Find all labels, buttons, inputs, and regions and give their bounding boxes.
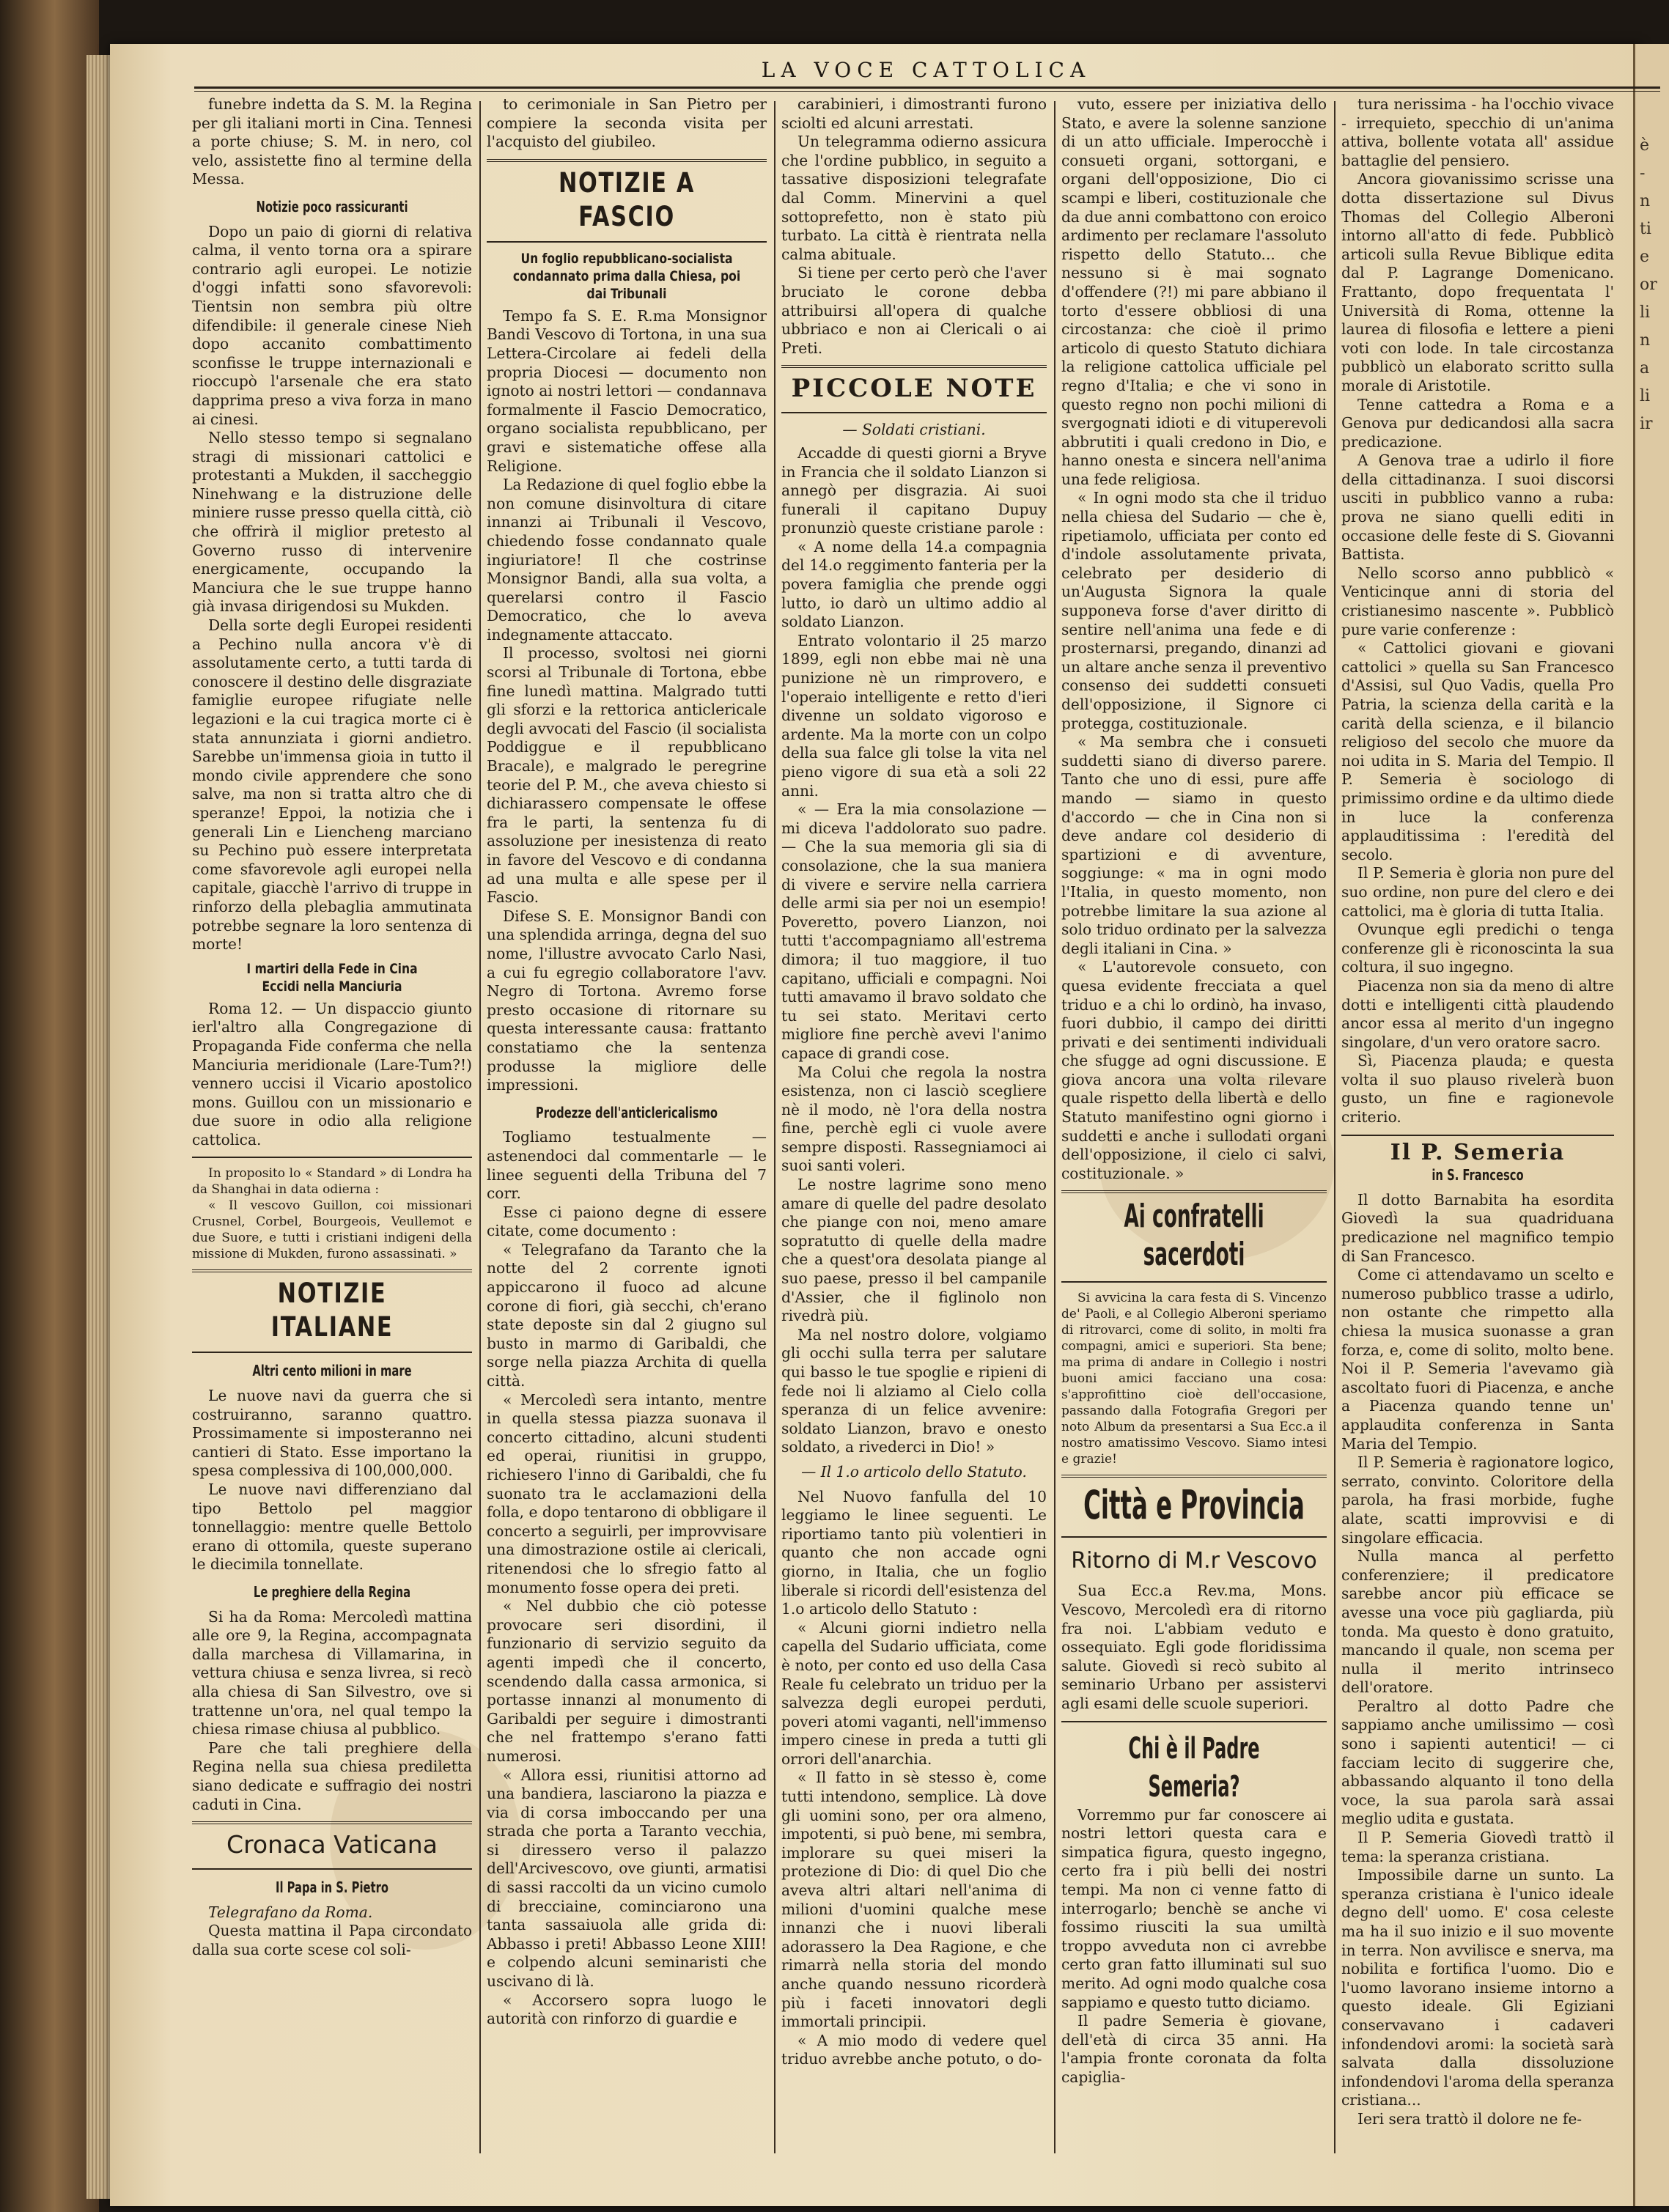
column-separator bbox=[1334, 101, 1335, 2153]
paragraph: « — Era la mia consolazione — mi diceva l'addolorato suo padre. — Che la sua memoria gli sia di consolazione, che la sua maniera di vivere e servire nella carriera delle armi sia per noi un esempio! Poveretto, povero Lianzon, noi tutti t'accompagniamo all'estrema dimora; il tuo maggiore, il tuo capitano, ufficiali e compagni. Noi tutti amavamo il bravo soldato che tu sei stato. Meritavi certo migliore fine perchè avevi l'animo capace di grandi cose. bbox=[781, 800, 1047, 1062]
paragraph: carabinieri, i dimostranti furono sciolti ed alcuni arrestati. bbox=[781, 95, 1047, 132]
paragraph: « Cattolici giovani e giovani cattolici » quella su San Francesco d'Assisi, sul Quo Vadis, quella Pro Patria, la scienza della carità e la carità della scienza, e il bilancio religioso del secolo che muore da noi udita in S. Maria del Tempio. Il P. Semeria è sociologo di primissimo ordine e da ultimo diede in luce la conferenza applauditissima : l'eredità del secolo. bbox=[1341, 639, 1614, 863]
section-title: Ai confratelli sacerdoti bbox=[1124, 1198, 1264, 1274]
paragraph: Nel Nuovo fanfulla del 10 leggiamo le linee seguenti. Le riportiamo tanto più volentieri in quanto che non accade ogni giorno, in Italia, che un foglio liberale si ricordi dell'esistenza del 1.o articolo dello Statuto : bbox=[781, 1487, 1047, 1618]
paragraph: Il P. Semeria è ragionatore logico, serrato, convinto. Coloritore della parola, ha frasi morbide, fughe alate, scatti improvvisi e di singolare efficacia. bbox=[1341, 1453, 1614, 1546]
paragraph: « Il vescovo Guillon, coi missionari Crusnel, Corbel, Bourgeois, Veullemot e due Suore, e tutti i cristiani indigeni della missione di Mukden, furono assassinati. » bbox=[192, 1198, 472, 1262]
paragraph: Il P. Semeria Giovedì trattò il tema: la speranza cristiana. bbox=[1341, 1829, 1614, 1865]
paragraph: vuto, essere per iniziativa dello Stato, e avere la solenne sanzione di un atto ufficiale. Imperocchè i consueti organi, sottorgani, e organi dell'opposizione, Dio ci scampi e liberi, costituzionale che da due anni combattono con eroico ardimento per reclamare l'assoluto rispetto dello Statuto... che nessuno si è mai sognato d'offendere (?!) mi pare abbiano il torto d'essere obbliosi di una circostanza: che cioè il primo articolo di questo Statuto dichiara la religione cattolica ufficiale pel regno d'Italia; e che vi sono in questo regno non pochi milioni di svergognati idioti e di vituperevoli abbrutiti i quali credono in Dio, e hanno onesta e sincera nell'anima una fede religiosa. bbox=[1061, 95, 1327, 488]
column-5 bbox=[1341, 95, 1614, 2155]
paragraph: Tenne cattedra a Roma e a Genova pur dedicandosi alla sacra predicazione. bbox=[1341, 395, 1614, 451]
paragraph: Si avvicina la cara festa di S. Vincenzo de' Paoli, e al Collegio Alberoni speriamo di ritrovarci, come di solito, in molti fra compagni, amici e superiori. Sta bene; ma prima di andare in Collegio i nostri buoni amici facciano una cosa: s'approfittino cioè dell'occasione, passando dalla Fotografia Gregori per noto Album da presentarsi a Sua Ecc.a il nostro amatissimo Vescovo. Siamo intesi e grazie! bbox=[1061, 1291, 1327, 1467]
column-1 bbox=[192, 95, 472, 2155]
paragraph: « In ogni modo sta che il triduo nella chiesa del Sudario — che è, ripetiamolo, ufficiata per conto ed d'indole assolutamente privata, celebrato per desiderio di un'Augusta Signora la quale supponeva forse d'aver diritto di sentire nell'anima una fede e di prosternarsi, pregando, dinanzi ad un altare anche senza il preventivo consenso dei suddetti consueti dell'opposizione, il Signore ci protegga, costituzionale. bbox=[1061, 489, 1327, 732]
paragraph: « Telegrafano da Taranto che la notte del 2 corrente ignoti appiccarono il fuoco ad alcune corone di fiori, già secchi, ch'erano state deposte sin dal 2 giugno sul busto in marmo di Garibaldi, che sorge nella piazza Archita di quella città. bbox=[487, 1240, 767, 1390]
paragraph: Ieri sera trattò il dolore ne fe- bbox=[1357, 2109, 1583, 2128]
section-title: PICCOLE NOTE bbox=[791, 374, 1037, 404]
rule bbox=[487, 159, 767, 162]
column-2 bbox=[487, 95, 767, 2155]
book-binding bbox=[0, 0, 99, 2212]
paragraph: « Mercoledì sera intanto, mentre in quella stessa piazza suonava il concerto cittadino, alcuni studenti ed operai, riunitisi in gruppo, richiesero l'inno di Garibaldi, che fu suonato tra le acclamazioni della folla, e dopo tentarono di obbligare il concerto a seguirli, per improvvisare una dimostrazione ostile ai clericali, ritenendosi che lo sfregio fatto al monumento fosse opera dei preti. bbox=[487, 1390, 767, 1596]
paragraph: « Nel dubbio che ciò potesse provocare seri disordini, il funzionario di servizio seguito da agenti impedì che il concerto, scendendo dalla cassa armonica, si portasse innanzi al monumento di Garibaldi per seguire i dimostranti che nel frattempo s'erano fatti numerosi. bbox=[487, 1597, 767, 1765]
rule bbox=[781, 412, 1047, 413]
headline: Notizie poco rassicuranti bbox=[256, 197, 408, 215]
paragraph: Piacenza non sia da meno di altre dotti e intelligenti città plaudendo ancor essa al merito d'un ingegno singolare, d'un vero oratore sacro. bbox=[1341, 976, 1614, 1051]
rule bbox=[1061, 1721, 1327, 1722]
paragraph: Peraltro al dotto Padre che sappiamo anche umilissimo — così sono i sapienti autentici! — ci facciam lecito di suggerire che, abbassando alquanto il tono della voce, la sua parola sarà assai meglio udita e gustata. bbox=[1341, 1697, 1614, 1828]
paragraph: Nulla manca al perfetto conferenziere; il predicatore sarebbe ancor più efficace se avesse una voce più gagliarda, più tonda. Ma questo è dono gratuito, mancando il quale, non scema per nulla il merito intrinseco dell'oratore. bbox=[1341, 1547, 1614, 1697]
paragraph: Le nuove navi da guerra che si costruiranno, saranno quattro. Prossimamente si imposteranno nei cantieri di Stato. Esse importano la spesa complessiva di 100,000,000. bbox=[192, 1387, 472, 1480]
paragraph: « L'autorevole consueto, con quesa evidente frecciata a quel triduo e a chi lo ordinò, ha invaso, fuori dubbio, il campo dei diritti privati e dei sentimenti individuali che sfugge ad ogni discussione. E giova ancora una volta rilevare quale rispetto della libertà e dello Statuto manifestino ogni giorno i suddetti e anche i sullodati organi dell'opposizione, il cielo ci salvi, costituzionale. » bbox=[1061, 958, 1327, 1182]
paragraph: Vorremmo pur far conoscere ai nostri lettori questa cara e simpatica figura, questo ingegno, certo fra i più belli dei nostri tempi. Ma non ci venne fatto di interrogarlo; benchè se anche vi fossimo riusciti la sua umiltà troppo avveduta non ci avrebbe certo gran fatto illuminati sul suo merito. Ad ogni modo qualche cosa sappiamo e questo tutto diciamo. bbox=[1061, 1805, 1327, 2011]
section-title: Cronaca Vaticana bbox=[226, 1830, 438, 1859]
headline: Il Papa in S. Pietro bbox=[275, 1879, 389, 1897]
paragraph: Sì, Piacenza plauda; e questa volta il suo plauso rivelerà buon gusto, un fine e ragionevole criterio. bbox=[1341, 1052, 1614, 1127]
paragraph: Un telegramma odierno assicura che l'ordine pubblico, in seguito a tassative disposizioni telegrafate dal Comm. Minervini a quel sottoprefetto, non è stato più turbato. La città è rientrata nella calma abituale. bbox=[781, 133, 1047, 263]
paragraph: « Il fatto in sè stesso è, come tutti intendono, semplice. Là dove gli uomini sono, per ora almeno, impotenti, si può bene, mi sembra, implorare su quei miseri la protezione di Dio: di quel Dio che aveva altri altari nell'anima di milioni d'uomini qualche mese innanzi che i nuovi liberali adorassero la Dea Ragione, e che rimarrà nella storia del mondo anche quando nessuno ricorderà più i faceti innovatori degli immortali principii. bbox=[781, 1769, 1047, 2031]
rule bbox=[1061, 1281, 1327, 1283]
page-header bbox=[198, 51, 1654, 88]
headline: in S. Francesco bbox=[1432, 1166, 1524, 1184]
paragraph: to cerimoniale in San Pietro per compiere la seconda visita per l'acquisto del giubileo. bbox=[487, 95, 767, 151]
rule bbox=[1061, 1536, 1327, 1538]
paragraph: Il dotto Barnabita ha esordita Giovedì la sua quadriduana predicazione nel magnifico tempio di San Francesco. bbox=[1341, 1190, 1614, 1265]
rule bbox=[487, 241, 767, 243]
paragraph: La Redazione di quel foglio ebbe la non comune disinvoltura di citare innanzi ai Tribunali il Vescovo, chiedendo fosse condannato quale ingiuriatore! Il che costrinse Monsignor Bandi, alla sua volta, a querelarsi contro il Fascio Democratico, che lo aveva indegnamente attaccato. bbox=[487, 476, 767, 644]
subhead: — Il 1.o articolo dello Statuto. bbox=[801, 1462, 1027, 1481]
paragraph: « Alcuni giorni indietro nella capella del Sudario ufficiata, come è noto, per conto ed uso della Casa Reale fu celebrato un triduo per la salvezza degli europei perduti, poveri atomi vaganti, nell'immenso impero cinese in preda a tutti gli orrori dell'anarchia. bbox=[781, 1618, 1047, 1768]
headline: Altri cento milioni in mare bbox=[252, 1362, 412, 1380]
header-rule bbox=[194, 86, 1660, 92]
paragraph: tura nerissima - ha l'occhio vivace - irrequieto, specchio di un'anima attiva, bollente votata all' assidue battaglie del pensiero. bbox=[1341, 95, 1614, 169]
paragraph: Il padre Semeria è giovane, dell'età di circa 35 anni. Ha l'ampia fronte coronata da folta capiglia- bbox=[1061, 2012, 1327, 2086]
rule bbox=[1061, 1475, 1327, 1478]
next-page-fragment: è - n ti e or li n a li ir bbox=[1640, 136, 1657, 433]
paragraph: Dopo un paio di giorni di relativa calma, il vento torna ora a spirare contrario agli europei. Le notizie d'oggi infatti sono sfavorevoli: Tientsin non sembra più oltre difendibile: il generale cinese Nieh dopo accanito combattimento sconfisse le truppe internazionali e rioccupò l'arsenale che era stato dapprima preso a viva forza in mano ai cinesi. bbox=[192, 222, 472, 428]
paragraph: Ancora giovanissimo scrisse una dotta dissertazione sul Divus Thomas del Collegio Alberoni intorno all'atto di fede. Pubblicò articoli sulla Revue Biblique edita dal P. Lagrange Domenicano. Frattanto, dopo frequentata l' Università di Roma, ottenne la laurea di filosofia e lettere a pieni voti con lode. In tale circostanza pubblicò un elaborato scritto sulla morale di Aristotile. bbox=[1341, 170, 1614, 394]
rule bbox=[192, 1269, 472, 1272]
paragraph: « Allora essi, riunitisi attorno ad una bandiera, lasciarono la piazza e via di corsa imboccando per una strada che porta a Taranto vecchia, si diressero verso il palazzo dell'Arcivescovo, ove giunti, armatisi di sassi raccolti da un vicino cumolo di brecciaine, cominciarono una tanta sassaiuola alle grida di: Abbasso i preti! Abbasso Leone XIII! e colpendo alcuni seminaristi che uscivano di là. bbox=[487, 1766, 767, 1991]
column-separator bbox=[774, 101, 775, 2153]
paragraph: Tempo fa S. E. R.ma Monsignor Bandi Vescovo di Tortona, in una sua Lettera-Circolare ai fedeli della propria Diocesi — documento non ignoto ai nostri lettori — condannava formalmente il Fascio Democratico, organo socialista repubblicano, per gravi e sistematiche offese alla Religione. bbox=[487, 306, 767, 475]
paragraph: Sua Ecc.a Rev.ma, Mons. Vescovo, Mercoledì era di ritorno fra noi. L'abbiam veduto e ossequiato. Egli gode floridissima salute. Giovedì si recò subito al seminario Urbano per assistervi agli esami delle scuole superiori. bbox=[1061, 1582, 1327, 1712]
column-3 bbox=[781, 95, 1047, 2155]
rule bbox=[192, 1868, 472, 1870]
paragraph: Difese S. E. Monsignor Bandi con una splendida arringa, degna del suo nome, l'illustre avvocato Carlo Nasi, a cui fu egregio collaboratore l'avv. Negro di Tortona. Avremo forse presto occasione di ritornare su questa interessante causa: frattanto constatiamo che la sentenza produsse la migliore delle impressioni. bbox=[487, 907, 767, 1094]
paragraph: « Accorsero sopra luogo le autorità con rinforzo di guardie e bbox=[487, 1991, 767, 2028]
paragraph: Entrato volontario il 25 marzo 1899, egli non ebbe mai nè una punizione nè un rimprovero, e l'operaio intelligente e retto d'ieri divenne un soldato vigoroso e ardente. Ma la morte con un colpo della sua falce gli tolse la vita nel pieno vigore di sua età a soli 22 anni. bbox=[781, 631, 1047, 800]
paragraph: In proposito lo « Standard » di Londra ha da Shanghai in data odierna : bbox=[192, 1166, 472, 1198]
paragraph: Si ha da Roma: Mercoledì mattina alle ore 9, la Regina, accompagnata dalla marchesa di Villamarina, in vettura chiusa e senza livrea, si recò alla chiesa di San Silvestro, ove si trattenne un'ora, nel qual tempo la chiesa rimase chiusa al pubblico. bbox=[192, 1607, 472, 1739]
column-separator bbox=[479, 101, 481, 2153]
paragraph: Esse ci paiono degne di essere citate, come documento : bbox=[487, 1203, 767, 1240]
rule bbox=[1341, 1135, 1614, 1136]
masthead: LA VOCE CATTOLICA bbox=[761, 57, 1091, 82]
headline: Chi è il Padre Semeria? bbox=[1128, 1731, 1260, 1804]
paragraph: Accadde di questi giorni a Bryve in Francia che il soldato Lianzon si annegò per disgrazia. Ai suoi funerali il capitano Dupuy pronunziò queste cristiane parole : bbox=[781, 443, 1047, 537]
headline: Le preghiere della Regina bbox=[253, 1583, 411, 1601]
paragraph: Come ci attendavamo un scelto e numeroso pubblico trasse a udirlo, non ostante che rimpetto alla chiesa la musica suonasse a gran forza, e, come di solito, molto bene. Noi il P. Semeria l'avevamo già ascoltato fuori di Piacenza, e anche a Piacenza quando tenne un' applaudita conferenza in Santa Maria del Tempio. bbox=[1341, 1266, 1614, 1453]
paragraph: Nello scorso anno pubblicò « Venticinque anni di storia del cristianesimo nascente ». Pubblicò pure varie conferenze : bbox=[1341, 564, 1614, 638]
paragraph: Ovunque egli predichi o tenga conferenze gli è riconoscinta la sua coltura, il suo ingegno. bbox=[1341, 921, 1614, 976]
paragraph: Pare che tali preghiere della Regina nella sua chiesa prediletta siano dedicate e suffragio dei nostri caduti in Cina. bbox=[192, 1739, 472, 1813]
paragraph: Il P. Semeria è gloria non pure del suo ordine, non pure del clero e dei cattolici, ma è gloria di tutta Italia. bbox=[1341, 864, 1614, 920]
paragraph: Le nostre lagrime sono meno amare di quelle del padre desolato che piange con noi, meno amare sopratutto di quelle della madre che a quest'ora desolata piange al suo paese, presso il bel campanile d'Assier, che il figlinolo non rivedrà più. bbox=[781, 1176, 1047, 1325]
headline: Un foglio repubblicano-socialista condannato prima dalla Chiesa, poi dai Tribunali bbox=[512, 250, 741, 302]
paragraph: Della sorte degli Europei residenti a Pechino nulla ancora v'è di assolutamente certo, a tutti tarda di conoscere il destino delle disgraziate famiglie europee rifugiate nelle legazioni e la cui tragica morte ci è stata annunziata i giorni andietro. Sarebbe un'immensa gioia in tutto il mondo civile apprendere che sono salve, ma non si tratta altro che di speranze! Eppoi, la notizia che i generali Lin e Liencheng marciano su Pechino può essere interpretata come sfavorevole agli europei nella capitale, giacchè l'arrivo di truppe in rinforzo della plebaglia ammutinata potrebbe segnare la loro sentenza di morte! bbox=[192, 616, 472, 954]
subhead: — Soldati cristiani. bbox=[842, 421, 986, 439]
paragraph: Telegrafano da Roma. bbox=[208, 1903, 373, 1921]
section-title: Città e Provincia bbox=[1083, 1482, 1305, 1529]
section-title: NOTIZIE A FASCIO bbox=[559, 166, 695, 232]
paragraph: Ma nel nostro dolore, volgiamo gli occhi sulla terra per salutare qui basso le tue spoglie e ripieni di fede noi li alziamo al Cielo colla speranza di un felice avvenire: soldato Lianzon, bravo e onesto soldato, a rivederci in Dio! » bbox=[781, 1325, 1047, 1456]
paragraph: Questa mattina il Papa circondato dalla sua corte scese col soli- bbox=[192, 1922, 472, 1958]
paragraph: A Genova trae a udirlo il fiore della cittadinanza. I suoi discorsi usciti in pubblico vanno a ruba: prova ne siano quelli editi in occasione delle feste di S. Giovanni Battista. bbox=[1341, 451, 1614, 564]
column-separator bbox=[1054, 101, 1055, 2153]
paragraph: Il processo, svoltosi nei giorni scorsi al Tribunale di Tortona, ebbe fine lunedì mattina. Malgrado tutti gli sforzi e la rettorica anticlericale degli avvocati del Fascio (il socialista Poddiggue e il repubblicano Bracale), e malgrado le peregrine teorie del P. M., che aveva chiesto si dichiarassero compensate le offese fra le parti, la sentenza fu di assoluzione per inesistenza di reato in favore del Vescovo e di condanna ad una multa e alle spese per il Fascio. bbox=[487, 644, 767, 907]
section-title: NOTIZIE ITALIANE bbox=[270, 1278, 394, 1343]
paragraph: Le nuove navi differenziano dal tipo Bettolo pel maggior tonnellaggio: mentre quelle Bettolo erano di ottomila, queste superano le diecimila tonnellate. bbox=[192, 1481, 472, 1574]
headline: Ritorno di M.r Vescovo bbox=[1071, 1548, 1317, 1574]
paragraph: Togliamo testualmente — astenendoci dal commentarle — le linee seguenti della Tribuna del 7 corr. bbox=[487, 1128, 767, 1203]
headline: Prodezze dell'anticlericalismo bbox=[535, 1103, 718, 1121]
paragraph: « A nome della 14.a compagnia del 14.o reggimento fanteria per la povera famiglia che prende oggi lutto, io darò un ultimo addio al soldato Lianzon. bbox=[781, 537, 1047, 631]
rule bbox=[192, 1821, 472, 1824]
paragraph: « Ma sembra che i consueti suddetti siano di diverso parere. Tanto che uno di essi, pure affe mando — siamo in questo d'accordo — che in Cina non si deve andare col desiderio di spartizioni e di avventure, soggiunge: « ma in ogni modo l'Italia, in questo momento, non potrebbe limitare la sua azione al solo triduo ordinato per la salvezza degli italiani in Cina. » bbox=[1061, 733, 1327, 957]
rule bbox=[192, 1352, 472, 1353]
paragraph: funebre indetta da S. M. la Regina per gli italiani morti in Cina. Tennesi a porte chiuse; S. M. in nero, col velo, assistette fino al termine della Messa. bbox=[192, 95, 472, 188]
paragraph: Nello stesso tempo si segnalano stragi di missionari cattolici e protestanti a Mukden, il saccheggio Ninehwang e la distruzione delle miniere russe presso quella città, ciò che offrirà il miglior pretesto al Governo russo di intervenire energicamente, occupando la Manciura che le sue truppe hanno già invasa dirigendosi su Mukden. bbox=[192, 429, 472, 616]
columns bbox=[192, 95, 1640, 2155]
column-4 bbox=[1061, 95, 1327, 2155]
rule bbox=[781, 365, 1047, 368]
paragraph: Si tiene per certo però che l'aver bruciato le corone debba attribuirsi all'opera di qualche ubbriaco e non ai Clericali o ai Preti. bbox=[781, 264, 1047, 357]
headline: I martiri della Fede in Cina Eccidi nella Manciuria bbox=[246, 960, 418, 995]
paragraph: Impossibile darne un sunto. La speranza cristiana è l'unico ideale degno dell' uomo. E' cosa celeste ma ha il suo inizio e il suo movente in terra. Non avvilisce e snerva, ma nobilita e fortifica l'uomo. Dio e l'uomo lavorano insieme intorno a questo ideale. Gli Egiziani conservavano i cadaveri infondendovi aromi: la società sarà salvata dalla dissoluzione infondendovi l'aroma della speranza cristiana... bbox=[1341, 1866, 1614, 2109]
paragraph: Ma Colui che regola la nostra esistenza, non ci lasciò scegliere nè il modo, nè l'ora della nostra fine, perchè egli ci vuole avere sempre disposti. Rassegniamoci ai suoi santi voleri. bbox=[781, 1063, 1047, 1175]
rule bbox=[192, 1157, 472, 1158]
rule bbox=[1061, 1190, 1327, 1193]
section-title: Il P. Semeria bbox=[1390, 1139, 1566, 1165]
paragraph: Roma 12. — Un dispaccio giunto ierl'altro alla Congregazione di Propaganda Fide conferma che nella Manciuria meridionale (Lare-Tum?!) vennero uccisi il Vicario apostolico mons. Guillou con un missionario e due suore in odio alla religione cattolica. bbox=[192, 999, 472, 1149]
paragraph: « A mio modo di vedere quel triduo avrebbe anche potuto, o do- bbox=[781, 2031, 1047, 2068]
